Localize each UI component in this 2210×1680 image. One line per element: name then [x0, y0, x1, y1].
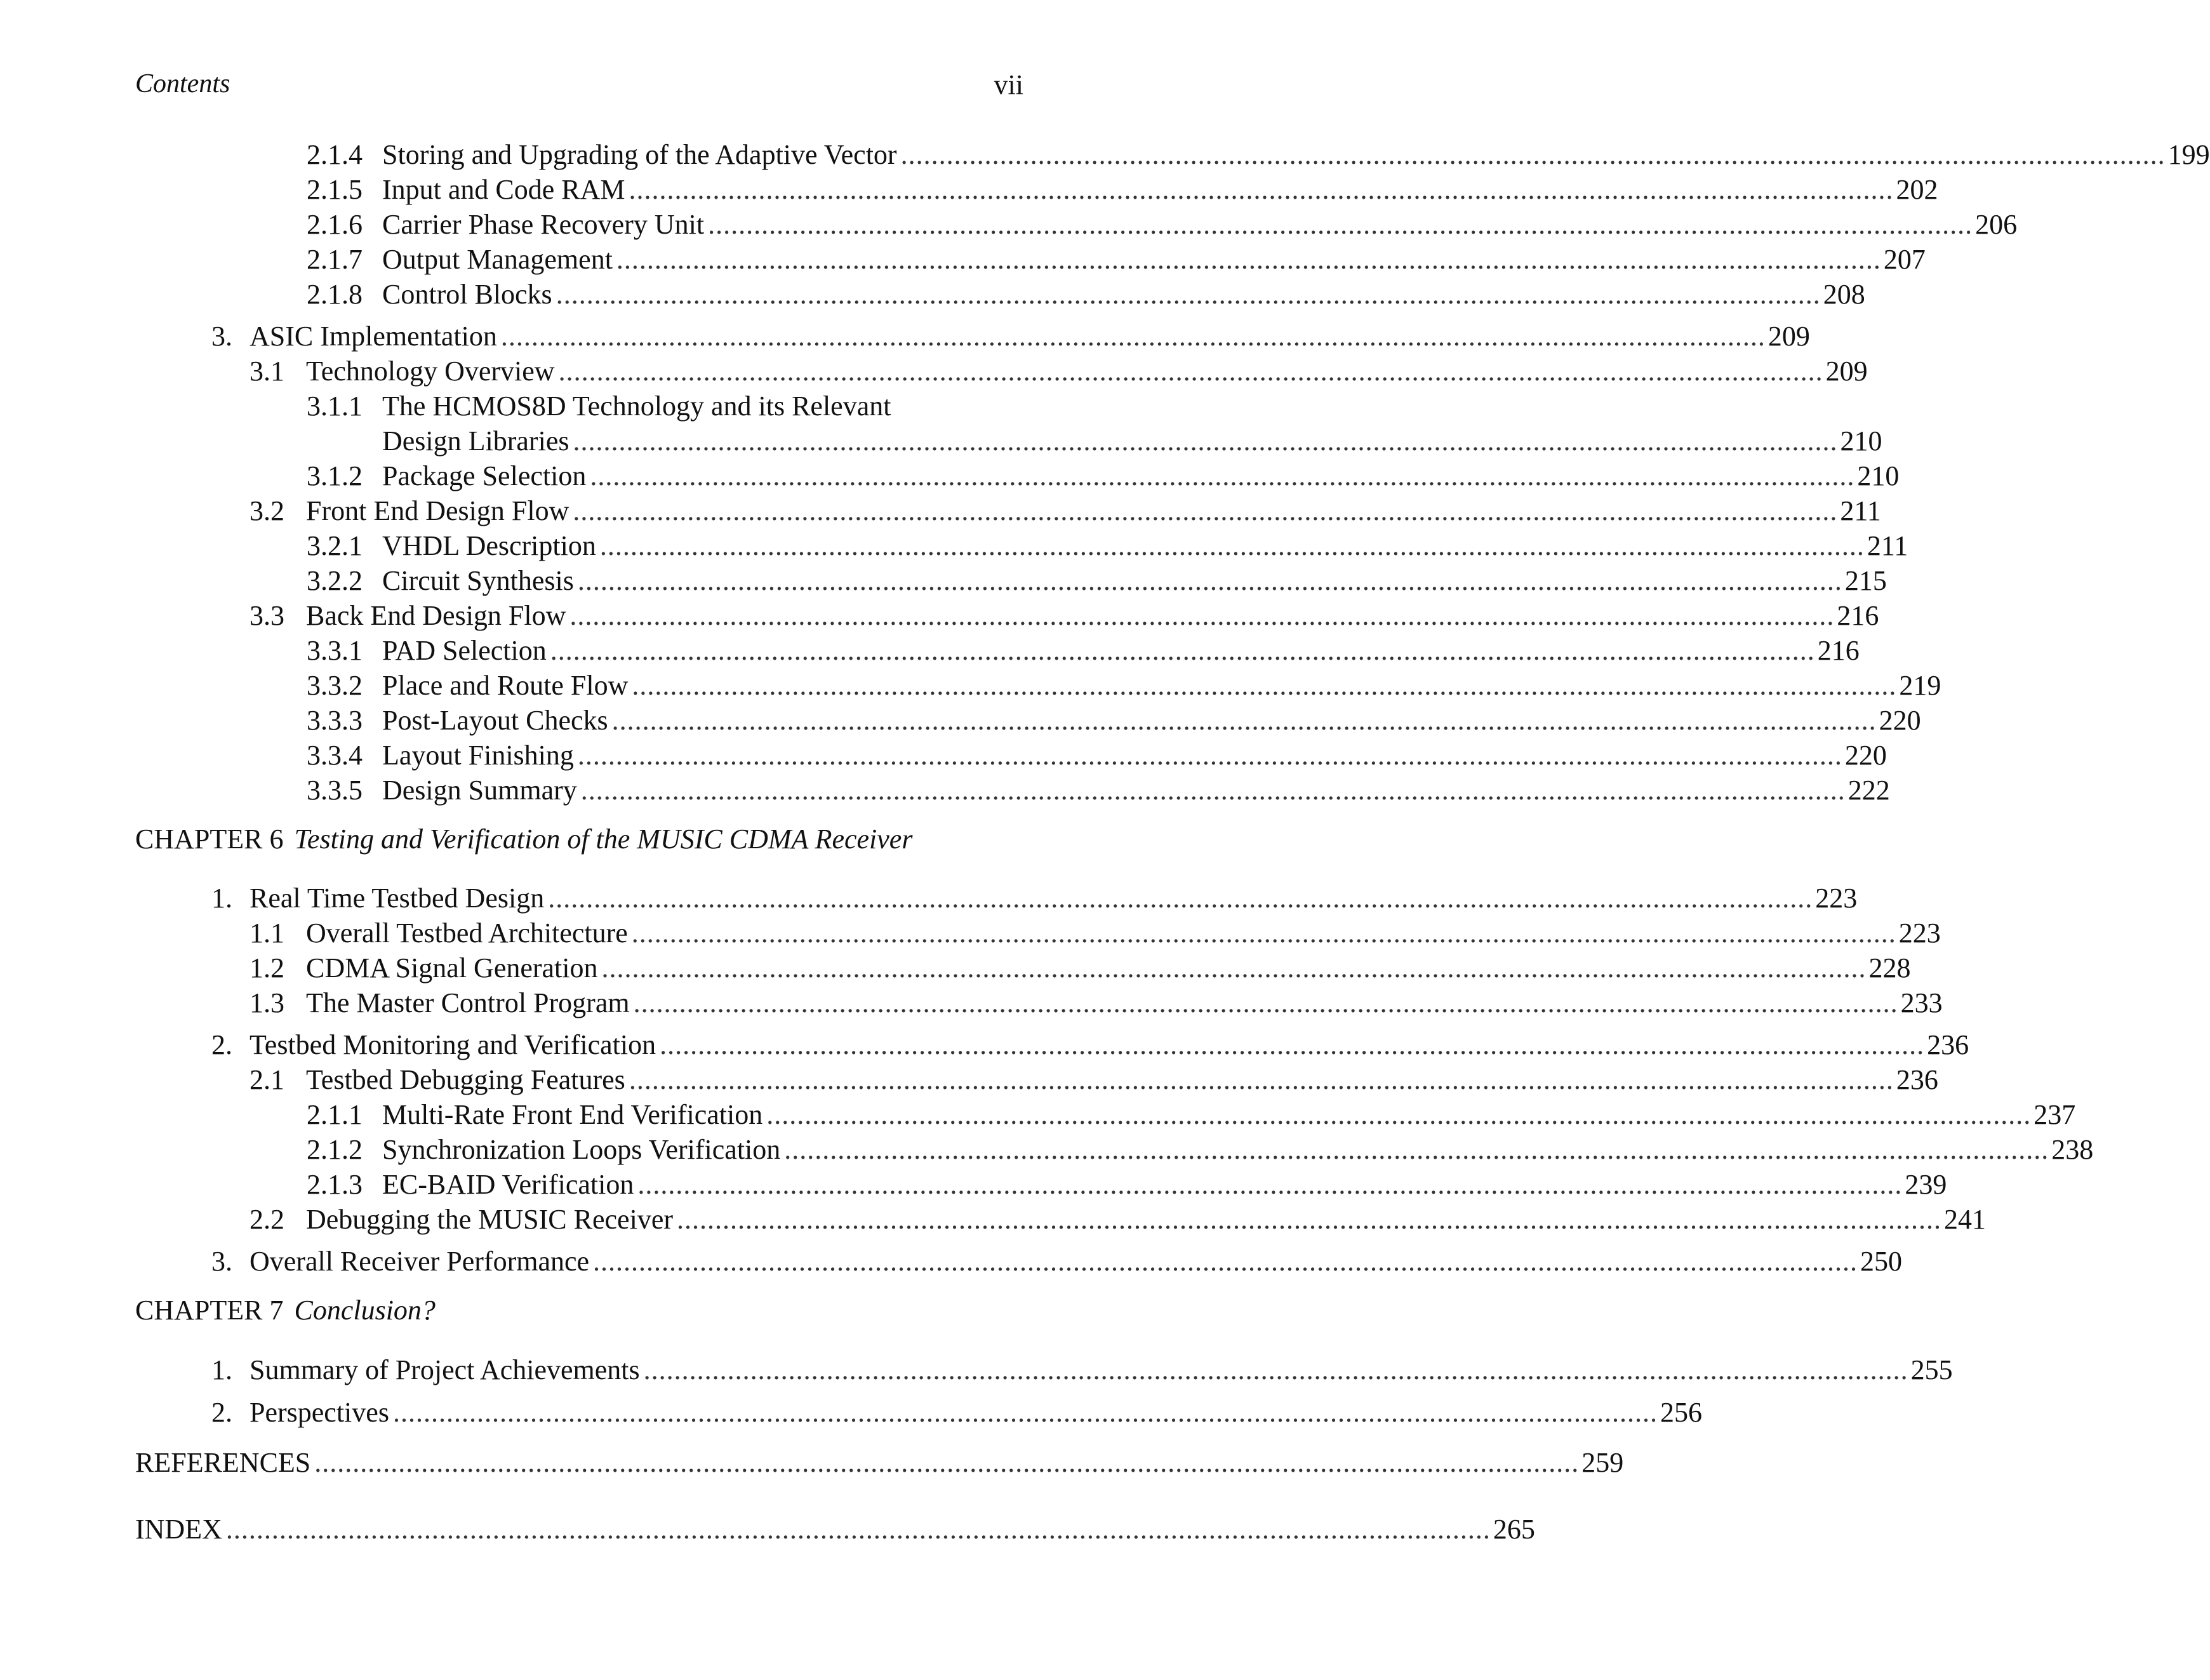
toc-entry: [0, 528, 1908, 564]
entry-title: Circuit Synthesis: [382, 565, 574, 596]
entry-title-line: [382, 563, 1887, 599]
entry-page: 233: [1900, 987, 1943, 1018]
chapter-heading: [135, 1293, 436, 1328]
entry-number: 2.1.6: [307, 209, 363, 240]
leader-dots: ......................................................................................................................................................................: [766, 1099, 2032, 1130]
leader-dots: ......................................................................................................................................................................: [577, 565, 1842, 596]
entry-title-line: [306, 916, 1941, 951]
entry-number: 3.3.5: [307, 775, 363, 806]
toc-entry: [0, 1512, 1535, 1547]
entry-page: 220: [1844, 740, 1887, 771]
entry-page: 216: [1817, 635, 1860, 666]
entry-title: Synchronization Loops Verification: [382, 1134, 781, 1165]
leader-dots: ......................................................................................................................................................................: [629, 174, 1894, 205]
entry-title: REFERENCES: [135, 1447, 311, 1478]
entry-title-line: [250, 1027, 1969, 1063]
leader-dots: ......................................................................................................................................................................: [631, 917, 1896, 949]
toc-entry: [0, 985, 1943, 1021]
entry-number: 2.: [211, 1397, 232, 1428]
entry-number: 3.3.1: [307, 635, 363, 666]
leader-dots: ......................................................................................................................................................................: [677, 1204, 1941, 1235]
entry-title: Debugging the MUSIC Receiver: [306, 1204, 673, 1235]
toc-entry: [0, 277, 1865, 312]
entry-page: 241: [1944, 1204, 1986, 1235]
entry-title-line: [382, 458, 1900, 494]
toc-entry: [0, 137, 2210, 173]
entry-number: 3.2: [250, 495, 284, 526]
leader-dots: ......................................................................................................................................................................: [314, 1447, 1580, 1478]
entry-number: 2.1.3: [307, 1169, 363, 1200]
entry-page: 219: [1899, 670, 1941, 701]
entry-page: 209: [1825, 356, 1868, 387]
entry-number: 2.1.2: [307, 1134, 363, 1165]
entry-title-line: [382, 277, 1865, 312]
entry-title-line: [306, 950, 1911, 986]
entry-title: VHDL Description: [382, 530, 596, 561]
entry-title-line: [382, 738, 1887, 773]
leader-dots: ......................................................................................................................................................................: [577, 740, 1842, 771]
entry-title-line: [250, 1395, 1702, 1430]
entry-page: 206: [1975, 209, 2018, 240]
entry-page: 210: [1857, 460, 1900, 491]
toc-entry: [0, 773, 1890, 808]
toc-entry: [0, 1395, 1702, 1430]
entry-title: The HCMOS8D Technology and its Relevant: [382, 390, 891, 422]
entry-title-line: [382, 1167, 1947, 1203]
leader-dots: ......................................................................................................................................................................: [548, 883, 1813, 914]
entry-page: 207: [1883, 244, 1926, 275]
entry-number: 1.: [211, 1354, 232, 1385]
entry-page: 265: [1493, 1514, 1535, 1545]
entry-title: Control Blocks: [382, 279, 552, 310]
leader-dots: ......................................................................................................................................................................: [556, 279, 1821, 310]
entry-title-continued: Design Libraries: [382, 425, 569, 457]
entry-page: 223: [1898, 917, 1941, 949]
entry-page: 202: [1896, 174, 1938, 205]
leader-dots: ......................................................................................................................................................................: [632, 670, 1897, 701]
leader-dots: ......................................................................................................................................................................: [616, 244, 1881, 275]
toc-entry: [0, 389, 1140, 424]
entry-page: 239: [1905, 1169, 1947, 1200]
entry-title: Carrier Phase Recovery Unit: [382, 209, 705, 240]
leader-dots: ......................................................................................................................................................................: [708, 209, 1973, 240]
entry-number: 2.: [211, 1029, 232, 1060]
entry-page: 256: [1660, 1397, 1702, 1428]
entry-title: Technology Overview: [306, 356, 555, 387]
leader-dots: ......................................................................................................................................................................: [660, 1029, 1925, 1060]
entry-title-line: [382, 207, 2018, 243]
leader-dots: ......................................................................................................................................................................: [500, 321, 1766, 352]
entry-page: 236: [1927, 1029, 1969, 1060]
entry-title-line: [250, 319, 1810, 354]
entry-page: 223: [1815, 883, 1858, 914]
leader-dots: ......................................................................................................................................................................: [558, 356, 1823, 387]
toc-entry: [0, 458, 1900, 494]
entry-number: 1.2: [250, 952, 284, 983]
chapter-title: Testing and Verification of the MUSIC CDMA Receiver: [294, 823, 913, 855]
toc-entry-continuation: [0, 423, 1882, 459]
entry-title: PAD Selection: [382, 635, 547, 666]
entry-page: 199: [2167, 139, 2210, 170]
leader-dots: ......................................................................................................................................................................: [633, 987, 1898, 1018]
entry-number: 1.: [211, 883, 232, 914]
entry-title: ASIC Implementation: [250, 321, 497, 352]
leader-dots: ......................................................................................................................................................................: [611, 705, 1877, 736]
toc-entry: [0, 354, 1868, 389]
entry-title: Overall Receiver Performance: [250, 1246, 590, 1277]
entry-title: Back End Design Flow: [306, 600, 566, 631]
entry-number: 3.3.4: [307, 740, 363, 771]
entry-number: 2.2: [250, 1204, 284, 1235]
entry-title-line: [306, 985, 1943, 1021]
entry-page: 238: [2051, 1134, 2094, 1165]
entry-title-line: [382, 242, 1926, 277]
toc-entry: [0, 1167, 1947, 1203]
entry-title-line: [250, 1244, 1903, 1279]
entry-title-line: [250, 881, 1858, 916]
entry-title: INDEX: [135, 1514, 222, 1545]
entry-title-line: [135, 1512, 1535, 1547]
entry-title: Perspectives: [250, 1397, 389, 1428]
entry-page: 210: [1840, 425, 1882, 457]
entry-number: 2.1.7: [307, 244, 363, 275]
entry-number: 2.1.5: [307, 174, 363, 205]
leader-dots: ......................................................................................................................................................................: [573, 425, 1838, 457]
toc-entry: [0, 207, 2018, 243]
entry-number: 3.: [211, 1246, 232, 1277]
entry-page: 236: [1896, 1064, 1938, 1095]
entry-title-line: [250, 1352, 1953, 1388]
entry-title: Place and Route Flow: [382, 670, 629, 701]
leader-dots: ......................................................................................................................................................................: [629, 1064, 1894, 1095]
toc-entry: [0, 950, 1911, 986]
toc-entry: [0, 172, 1938, 208]
entry-number: 3.3: [250, 600, 284, 631]
toc-entry: [0, 1027, 1969, 1063]
entry-title: CDMA Signal Generation: [306, 952, 598, 983]
toc-entry: [0, 1097, 2076, 1133]
toc-entry: [0, 881, 1858, 916]
toc-entry: [0, 1244, 1903, 1279]
entry-title: Summary of Project Achievements: [250, 1354, 640, 1385]
entry-page: 220: [1879, 705, 1921, 736]
leader-dots: ......................................................................................................................................................................: [392, 1397, 1658, 1428]
entry-number: 3.2.2: [307, 565, 363, 596]
leader-dots: ......................................................................................................................................................................: [580, 775, 1846, 806]
toc-entry: [0, 563, 1887, 599]
entry-title: Storing and Upgrading of the Adaptive Vector: [382, 139, 897, 170]
entry-title: Post-Layout Checks: [382, 705, 608, 736]
chapter-label: CHAPTER 6: [135, 823, 284, 855]
entry-title-line: [382, 423, 1882, 459]
toc-entry: [0, 738, 1887, 773]
toc-entry: [0, 493, 1881, 529]
entry-page: 208: [1823, 279, 1865, 310]
entry-title-line: [306, 1062, 1938, 1098]
toc-entry: [0, 1132, 2094, 1168]
entry-title: Input and Code RAM: [382, 174, 625, 205]
entry-title: Front End Design Flow: [306, 495, 569, 526]
entry-page: 216: [1837, 600, 1879, 631]
entry-number: 3.3.2: [307, 670, 363, 701]
toc-entry: [0, 319, 1810, 354]
entry-title-line: [306, 493, 1881, 529]
entry-page: 255: [1910, 1354, 1953, 1385]
entry-number: 3.1.2: [307, 460, 363, 491]
leader-dots: ......................................................................................................................................................................: [637, 1169, 1903, 1200]
toc-entry: [0, 242, 1926, 277]
leader-dots: ......................................................................................................................................................................: [643, 1354, 1908, 1385]
entry-title-line: [382, 668, 1941, 703]
page-number: vii: [994, 69, 1023, 100]
toc-entry: [0, 1445, 1624, 1481]
entry-page: 211: [1867, 530, 1908, 561]
leader-dots: ......................................................................................................................................................................: [573, 495, 1838, 526]
entry-page: 250: [1860, 1246, 1903, 1277]
toc-entry: [0, 598, 1879, 634]
entry-title-line: [382, 1097, 2076, 1133]
entry-number: 2.1.4: [307, 139, 363, 170]
leader-dots: ......................................................................................................................................................................: [784, 1134, 2049, 1165]
leader-dots: ......................................................................................................................................................................: [225, 1514, 1491, 1545]
entry-page: 211: [1840, 495, 1881, 526]
entry-title-line: [382, 528, 1908, 564]
entry-title: Multi-Rate Front End Verification: [382, 1099, 763, 1130]
toc-entry: [0, 1352, 1953, 1388]
leader-dots: ......................................................................................................................................................................: [590, 460, 1855, 491]
entry-title-line: [382, 172, 1938, 208]
toc-entry: [0, 633, 1860, 669]
entry-title-line: [306, 354, 1868, 389]
entry-page: 215: [1844, 565, 1887, 596]
entry-title-line: [306, 1202, 1986, 1237]
entry-title-line: [382, 633, 1860, 669]
entry-number: 3.2.1: [307, 530, 363, 561]
leader-dots: ......................................................................................................................................................................: [599, 530, 1865, 561]
entry-title: Real Time Testbed Design: [250, 883, 545, 914]
entry-title: Design Summary: [382, 775, 577, 806]
entry-number: 2.1.1: [307, 1099, 363, 1130]
entry-number: 3.1: [250, 356, 284, 387]
entry-number: 3.: [211, 321, 232, 352]
entry-title-line: [382, 137, 2210, 173]
entry-title: Package Selection: [382, 460, 587, 491]
entry-number: 2.1: [250, 1064, 284, 1095]
entry-title-line: [135, 1445, 1624, 1481]
entry-page: 209: [1767, 321, 1810, 352]
running-head: Contents: [135, 69, 230, 98]
toc-entry: [0, 1062, 1938, 1098]
toc-entry: [0, 916, 1941, 951]
toc-entry: [0, 1202, 1986, 1237]
entry-page: 237: [2034, 1099, 2076, 1130]
entry-page: 222: [1847, 775, 1890, 806]
chapter-heading: [135, 822, 912, 857]
entry-title-line: [306, 598, 1879, 634]
entry-page: 259: [1581, 1447, 1624, 1478]
chapter-title: Conclusion?: [294, 1295, 436, 1326]
entry-title-line: [382, 1132, 2094, 1168]
entry-title-line: [382, 703, 1921, 738]
entry-number: 1.1: [250, 917, 284, 949]
entry-title: Overall Testbed Architecture: [306, 917, 628, 949]
entry-number: 3.3.3: [307, 705, 363, 736]
leader-dots: ......................................................................................................................................................................: [900, 139, 2166, 170]
toc-entry: [0, 668, 1941, 703]
chapter-label: CHAPTER 7: [135, 1295, 284, 1326]
entry-page: 228: [1868, 952, 1911, 983]
entry-number: 3.1.1: [307, 390, 363, 422]
entry-title-line: [382, 773, 1890, 808]
entry-title: Layout Finishing: [382, 740, 574, 771]
leader-dots: ......................................................................................................................................................................: [569, 600, 1835, 631]
leader-dots: ......................................................................................................................................................................: [601, 952, 1867, 983]
entry-title: Testbed Monitoring and Verification: [250, 1029, 656, 1060]
entry-title: The Master Control Program: [306, 987, 630, 1018]
entry-title: EC-BAID Verification: [382, 1169, 634, 1200]
entry-number: 1.3: [250, 987, 284, 1018]
leader-dots: ......................................................................................................................................................................: [550, 635, 1815, 666]
entry-title: Output Management: [382, 244, 613, 275]
leader-dots: ......................................................................................................................................................................: [593, 1246, 1858, 1277]
entry-number: 2.1.8: [307, 279, 363, 310]
entry-title: Testbed Debugging Features: [306, 1064, 625, 1095]
toc-entry: [0, 703, 1921, 738]
